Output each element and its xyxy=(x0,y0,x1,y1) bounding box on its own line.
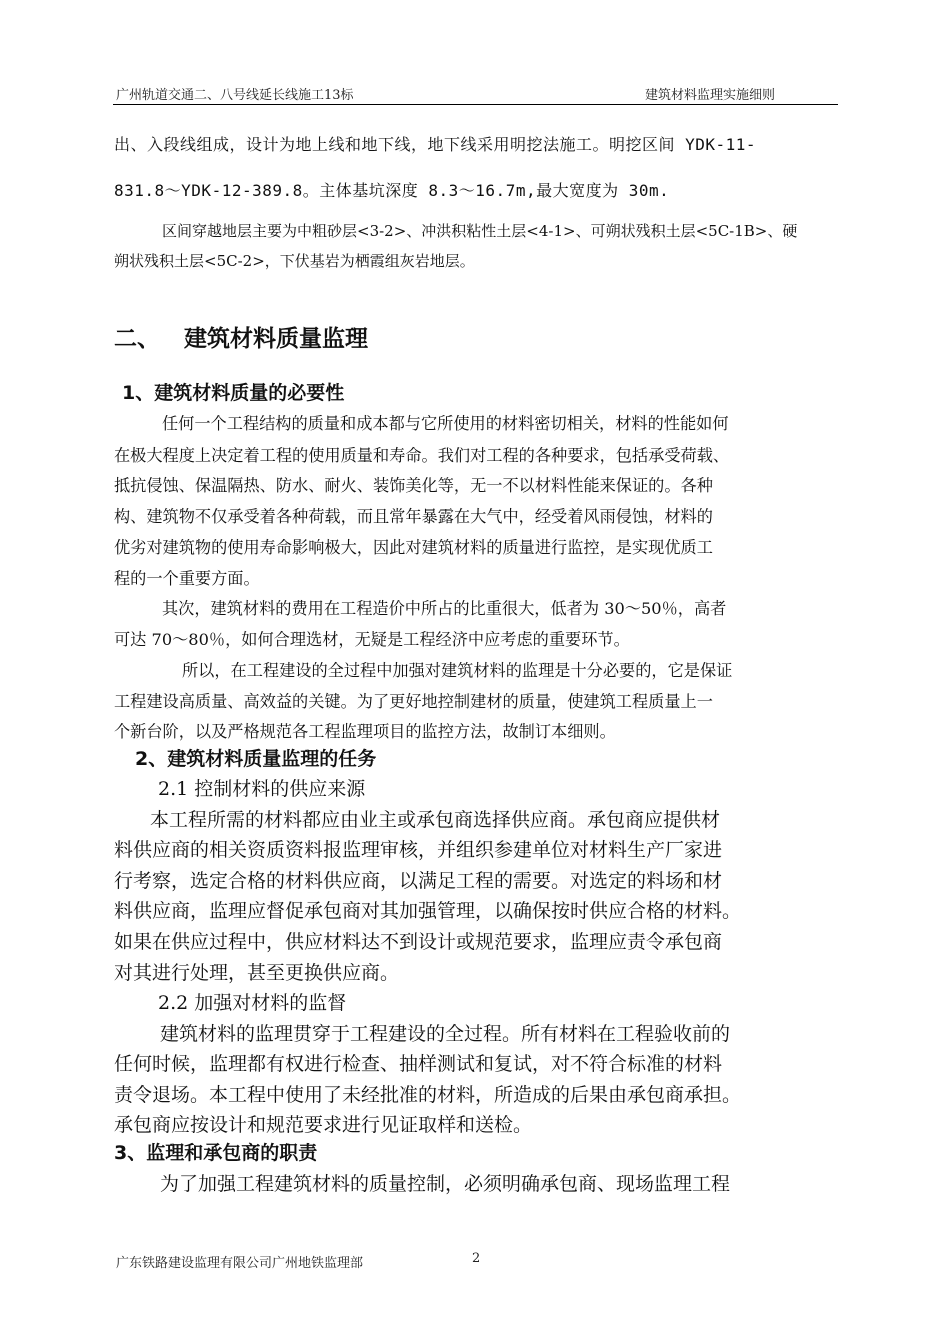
para3-line-1: 所以，在工程建设的全过程中加强对建筑材料的监理是十分必要的，它是保证 xyxy=(182,661,733,680)
s22-line-3: 责令退场。本工程中使用了未经批准的材料，所造成的后果由承包商承担。 xyxy=(114,1084,742,1106)
para1-line-6: 程的一个重要方面。 xyxy=(114,569,260,588)
s21-line-5: 如果在供应过程中，供应材料达不到设计或规范要求，监理应责令承包商 xyxy=(114,931,723,953)
s22-line-4: 承包商应按设计和规范要求进行见证取样和送检。 xyxy=(114,1114,533,1136)
para2-line-2: 可达 70～80％，如何合理选材，无疑是工程经济中应考虑的重要环节。 xyxy=(114,630,630,649)
para1-line-5: 优劣对建筑物的使用寿命影响极大，因此对建筑材料的质量进行监控，是实现优质工 xyxy=(114,538,713,557)
s21-line-2: 料供应商的相关资质资料报监理审核，并组织参建单位对材料生产厂家进 xyxy=(114,839,723,861)
s21-line-4: 料供应商，监理应督促承包商对其加强管理，以确保按时供应合格的材料。 xyxy=(114,900,742,922)
para1-line-2: 在极大程度上决定着工程的使用质量和寿命。我们对工程的各种要求，包括承受荷载、 xyxy=(114,446,730,465)
s21-line-6: 对其进行处理，甚至更换供应商。 xyxy=(114,962,400,984)
footer-page-number: 2 xyxy=(472,1251,481,1266)
intro-line-2: 831.8～YDK-12-389.8。主体基坑深度 8.3～16.7m,最大宽度为 30m. xyxy=(114,181,670,200)
subsection-1-heading: 1、建筑材料质量的必要性 xyxy=(122,382,345,404)
para1-line-1: 任何一个工程结构的质量和成本都与它所使用的材料密切相关，材料的性能如何 xyxy=(162,414,729,433)
strata-line-2: 朔状残积土层<5C-2>，下伏基岩为栖霞组灰岩地层。 xyxy=(114,252,475,270)
subsection-2-2-title: 2.2 加强对材料的监督 xyxy=(158,992,347,1014)
s3-line-1: 为了加强工程建筑材料的质量控制，必须明确承包商、现场监理工程 xyxy=(160,1173,731,1195)
intro-line-1: 出、入段线组成，设计为地上线和地下线，地下线采用明挖法施工。明挖区间 YDK-11- xyxy=(114,135,757,154)
s22-line-1: 建筑材料的监理贯穿于工程建设的全过程。所有材料在工程验收前的 xyxy=(160,1023,731,1045)
header-left: 广州轨道交通二、八号线延长线施工13标 xyxy=(116,88,354,103)
para1-line-4: 构、建筑物不仅承受着各种荷载，而且常年暴露在大气中，经受着风雨侵蚀，材料的 xyxy=(114,507,713,526)
strata-line-1: 区间穿越地层主要为中粗砂层<3-2>、冲洪积粘性土层<4-1>、可朔状残积土层<5C-1B>、硬 xyxy=(162,222,798,240)
subsection-2-1-title: 2.1 控制材料的供应来源 xyxy=(158,778,366,800)
subsection-3-heading: 3、监理和承包商的职责 xyxy=(114,1142,318,1164)
s21-line-3: 行考察，选定合格的材料供应商，以满足工程的需要。对选定的料场和材 xyxy=(114,870,723,892)
para2-line-1: 其次，建筑材料的费用在工程造价中所占的比重很大，低者为 30～50％，高者 xyxy=(162,599,727,618)
para3-line-3: 个新台阶，以及严格规范各工程监理项目的监控方法，故制订本细则。 xyxy=(114,722,616,741)
subsection-2-heading: 2、建筑材料质量监理的任务 xyxy=(135,748,377,770)
para3-line-2: 工程建设高质量、高效益的关键。为了更好地控制建材的质量，使建筑工程质量上一 xyxy=(114,692,713,711)
para1-line-3: 抵抗侵蚀、保温隔热、防水、耐火、装饰美化等，无一不以材料性能来保证的。各种 xyxy=(114,476,713,495)
footer-company: 广东铁路建设监理有限公司广州地铁监理部 xyxy=(116,1256,364,1271)
s21-line-1: 本工程所需的材料都应由业主或承包商选择供应商。承包商应提供材 xyxy=(150,809,721,831)
s22-line-2: 任何时候，监理都有权进行检查、抽样测试和复试，对不符合标准的材料 xyxy=(114,1053,723,1075)
section-title: 二、 建筑材料质量监理 xyxy=(114,326,369,352)
header-right: 建筑材料监理实施细则 xyxy=(645,88,776,103)
header-divider xyxy=(113,104,838,105)
